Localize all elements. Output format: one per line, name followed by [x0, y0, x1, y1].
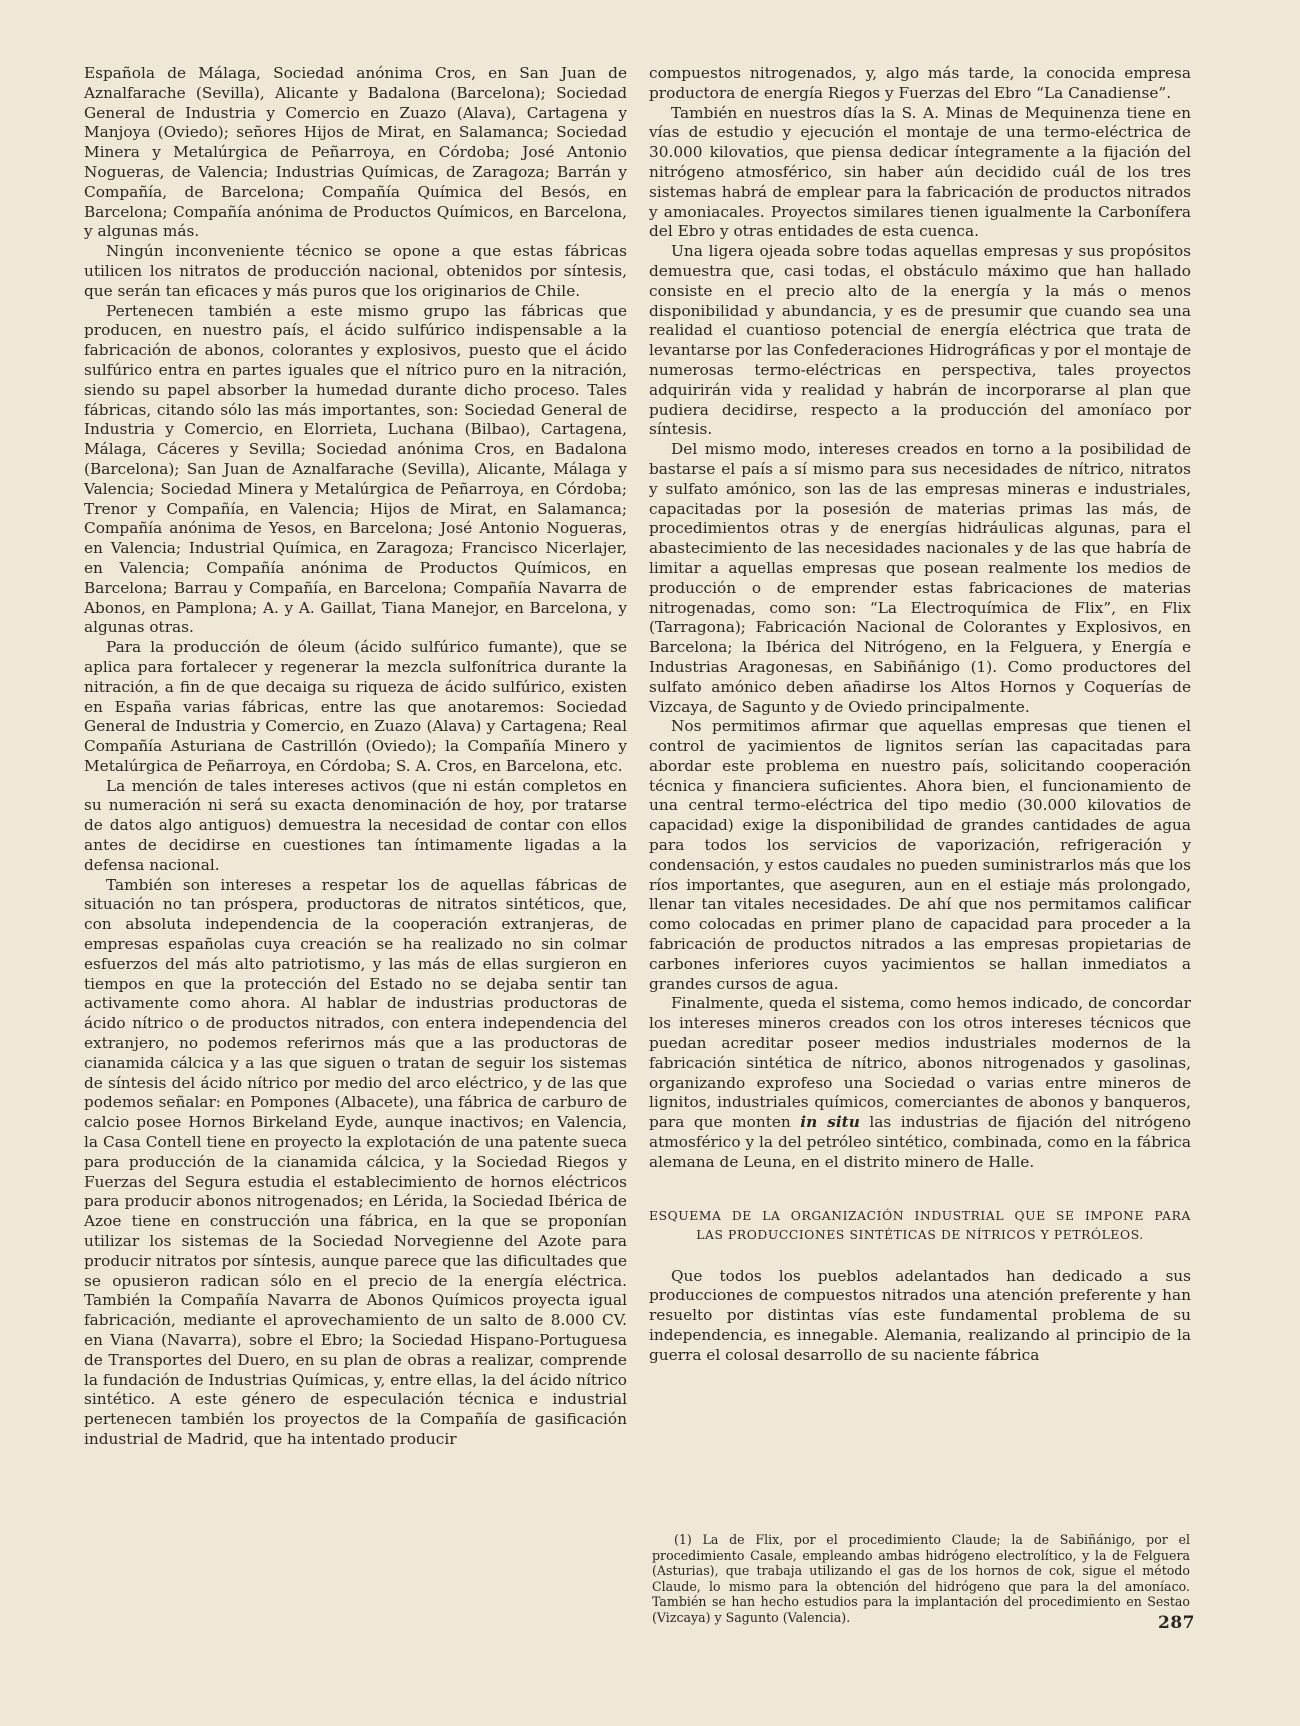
paragraph: La mención de tales intereses activos (que ni están completos en su numeración ni será su exacta denominación de hoy, por tratarse de datos algo antiguos) demuestra la necesidad de contar con ellos antes de decidirse en cuestiones tan íntimamente ligadas a la defensa nacional.	[84, 776, 627, 874]
right-column	[649, 64, 1191, 1366]
paragraph: Que todos los pueblos adelantados han dedicado a sus producciones de compuestos nitrados una atención preferente y han resuelto por distintas vías este fundamental problema de su independencia, es innegable. Alemania, realizando al principio de la guerra el colosal desarrollo de su naciente fábrica	[649, 1266, 1191, 1364]
page-number: 287	[1158, 1613, 1195, 1633]
paragraph-text: las industrias de fijación del nitrógeno atmosférico y la del petróleo sintético, combinada, como en la fábrica alemana de Leuna, en el distrito minero de Halle.	[649, 1113, 1191, 1171]
paragraph	[649, 994, 1191, 1172]
paragraph: Del mismo modo, intereses creados en torno a la posibilidad de bastarse el país a sí mismo para sus necesidades de nítrico, nitratos y sulfato amónico, son las de las empresas mineras e industriales, capacitadas por la posesión de materias primas las más, de procedimientos otras y de energías hidráulicas algunas, para el abastecimiento de las necesidades nacionales y de las que habría de limitar a aquellas empresas que posean realmente los medios de producción o de emprender estas fabricaciones de materias nitrogenadas, como son: “La Electroquímica de Flix”, en Flix (Tarragona); Fabricación Nacional de Colorantes y Explosivos, en Barcelona; la Ibérica del Nitrógeno, en la Felguera, y Energía e Industrias Aragonesas, en Sabiñánigo (1). Como productores del sulfato amónico deben añadirse los Altos Hornos y Coquerías de Vizcaya, de Sagunto y de Oviedo principalmente.	[649, 440, 1191, 716]
paragraph: Pertenecen también a este mismo grupo las fábricas que producen, en nuestro país, el ácido sulfúrico indispensable a la fabricación de abonos, colorantes y explosivos, puesto que el ácido sulfúrico entra en partes iguales que el nítrico puro en la nitración, siendo su papel absorber la humedad durante dicho proceso. Tales fábricas, citando sólo las más importantes, son: Sociedad General de Industria y Comercio, en Elorrieta, Luchana (Bilbao), Cartagena, Málaga, Cáceres y Sevilla; Sociedad anónima Cros, en Badalona (Barcelona); San Juan de Aznalfarache (Sevilla), Alicante, Málaga y Valencia; Sociedad Minera y Metalúrgica de Peñarroya, en Córdoba; Trenor y Compañía, en Valencia; Hijos de Mirat, en Salamanca; Compañía anónima de Yesos, en Barcelona; José Antonio Nogueras, en Valencia; Industrial Química, en Zaragoza; Francisco Nicerlajer, en Valencia; Compañía anónima de Productos Químicos, en Barcelona; Barrau y Compañía, en Barcelona; Compañía Navarra de Abonos, en Pamplona; A. y A. Gaillat, Tiana Manejor, en Barcelona, y algunas otras.	[84, 301, 627, 637]
paragraph: Ningún inconveniente técnico se opone a que estas fábricas utilicen los nitratos de producción nacional, obtenidos por síntesis, que serán tan eficaces y más puros que los originarios de Chile.	[84, 242, 627, 300]
paragraph: También en nuestros días la S. A. Minas de Mequinenza tiene en vías de estudio y ejecución el montaje de una termo-eléctrica de 30.000 kilovatios, que piensa dedicar íntegramente a la fijación del nitrógeno atmosférico, sin haber aún decidido cuál de los tres sistemas habrá de emplear para la fabricación de productos nitrados y amoniacales. Proyectos similares tienen igualmente la Carbonífera del Ebro y otras entidades de esta cuenca.	[649, 103, 1191, 241]
italic-term: in situ	[800, 1113, 860, 1132]
section-heading-line: ESQUEMA DE LA ORGANIZACIÓN INDUSTRIAL QUE SE IMPONE PARA	[649, 1208, 1191, 1223]
paragraph: Nos permitimos afirmar que aquellas empresas que tienen el control de yacimientos de lignitos serían las capacitadas para abordar este problema en nuestro país, solicitando cooperación técnica y financiera suficientes. Ahora bien, el funcionamiento de una central termo-eléctrica del tipo medio (30.000 kilovatios de capacidad) exige la disponibilidad de grandes cantidades de agua para todos los servicios de vaporización, refrigeración y condensación, y estos caudales no pueden suministrarlos más que los ríos importantes, que aseguren, aun en el estiaje más prolongado, llenar tan vitales necesidades. De ahí que nos permitamos calificar como colocadas en primer plano de capacidad para proceder a la fabricación de productos nitrados a las empresas propietarias de carbones inferiores cuyos yacimientos se hallan inmediatos a grandes cursos de agua.	[649, 717, 1191, 993]
paragraph: Para la producción de óleum (ácido sulfúrico fumante), que se aplica para fortalecer y regenerar la mezcla sulfonítrica durante la nitración, a fin de que decaiga su riqueza de ácido sulfúrico, existen en España varias fábricas, entre las que anotaremos: Sociedad General de Industria y Comercio, en Zuazo (Alava) y Cartagena; Real Compañía Asturiana de Castrillón (Oviedo); la Compañía Minero y Metalúrgica de Peñarroya, en Córdoba; S. A. Cros, en Barcelona, etc.	[84, 638, 627, 775]
paragraph: También son intereses a respetar los de aquellas fábricas de situación no tan próspera, productoras de nitratos sintéticos, que, con absoluta independencia de la cooperación extranjeras, de empresas españolas cuya creación se ha realizado no sin colmar esfuerzos del más alto patriotismo, y las más de ellas surgieron en tiempos en que la protección del Estado no se dejaba sentir tan activamente como ahora. Al hablar de industrias productoras de ácido nítrico o de productos nitrados, con entera independencia del extranjero, no podemos referirnos más que a las productoras de cianamida cálcica y a las que siguen o tratan de seguir los sistemas de síntesis del ácido nítrico por medio del arco eléctrico, y de las que podemos señalar: en Pompones (Albacete), una fábrica de carburo de calcio posee Hornos Birkeland Eyde, aunque inactivos; en Valencia, la Casa Contell tiene en proyecto la explotación de una patente sueca para producción de la cianamida cálcica, y la Sociedad Riegos y Fuerzas del Segura estudia el establecimiento de hornos eléctricos para producir abonos nitrogenados; en Lérida, la Sociedad Ibérica de Azoe tiene en construcción una fábrica, en la que se proponían utilizar los sistemas de la Sociedad Norvegienne del Azote para producir nitratos por síntesis, aunque parece que las dificultades que se opusieron radican sólo en el precio de la energía eléctrica. También la Compañía Navarra de Abonos Químicos proyecta igual fabricación, mediante el aprovechamiento de un salto de 8.000 CV. en Viana (Navarra), sobre el Ebro; la Sociedad Hispano-Portuguesa de Transportes del Duero, en su plan de obras a realizar, comprende la fundación de Industrias Químicas, y, entre ellas, la del ácido nítrico sintético. A este género de especulación técnica e industrial pertenecen también los proyectos de la Compañía de gasificación industrial de Madrid, que ha intentado producir	[84, 875, 627, 1448]
paragraph: compuestos nitrogenados, y, algo más tarde, la conocida empresa productora de energía Riegos y Fuerzas del Ebro “La Canadiense”.	[649, 64, 1191, 102]
paragraph: Una ligera ojeada sobre todas aquellas empresas y sus propósitos demuestra que, casi todas, el obstáculo máximo que han hallado consiste en el precio alto de la energía y la más o menos disponibilidad y abundancia, y es de presumir que cuando sea una realidad el cuantioso potencial de energía eléctrica que trata de levantarse por las Confederaciones Hidrográficas y por el montaje de numerosas termo-eléctricas en perspectiva, tales proyectos adquirirán vida y realidad y habrán de incorporarse al plan que pudiera decidirse, respecto a la producción del amoníaco por síntesis.	[649, 242, 1191, 439]
section-heading-line: LAS PRODUCCIONES SINTÉTICAS DE NÍTRICOS Y PETRÓLEOS.	[696, 1227, 1144, 1242]
paragraph-text: Finalmente, queda el sistema, como hemos indicado, de concordar los intereses mineros creados con los otros intereses técnicos que puedan acreditar poseer medios industriales modernos de la fabricación sintética de nítrico, abonos nitrogenados y gasolinas, organizando exprofeso una Sociedad o varias entre mineros de lignitos, industriales químicos, comerciantes de abonos y banqueros, para que monten	[649, 994, 1191, 1132]
section-heading	[649, 1207, 1191, 1245]
left-column	[84, 64, 627, 1450]
footnote: (1) La de Flix, por el procedimiento Claude; la de Sabiñánigo, por el procedimiento Casale, empleando ambas hidrógeno electrolítico, y la de Felguera (Asturias), que trabaja utilizando el gas de los hornos de cok, sigue el método Claude, lo mismo para la obtención del hidrógeno que para la del amoníaco. También se han hecho estudios para la implantación del procedimiento en Sestao (Vizcaya) y Sagunto (Valencia).	[652, 1532, 1190, 1625]
paragraph: Española de Málaga, Sociedad anónima Cros, en San Juan de Aznalfarache (Sevilla), Alicante y Badalona (Barcelona); Sociedad General de Industria y Comercio en Zuazo (Alava), Cartagena y Manjoya (Oviedo); señores Hijos de Mirat, en Salamanca; Sociedad Minera y Metalúrgica de Peñarroya, en Córdoba; José Antonio Nogueras, de Valencia; Industrias Químicas, de Zaragoza; Barrán y Compañía, de Barcelona; Compañía Química del Besós, en Barcelona; Compañía anónima de Productos Químicos, en Barcelona, y algunas más.	[84, 64, 627, 241]
